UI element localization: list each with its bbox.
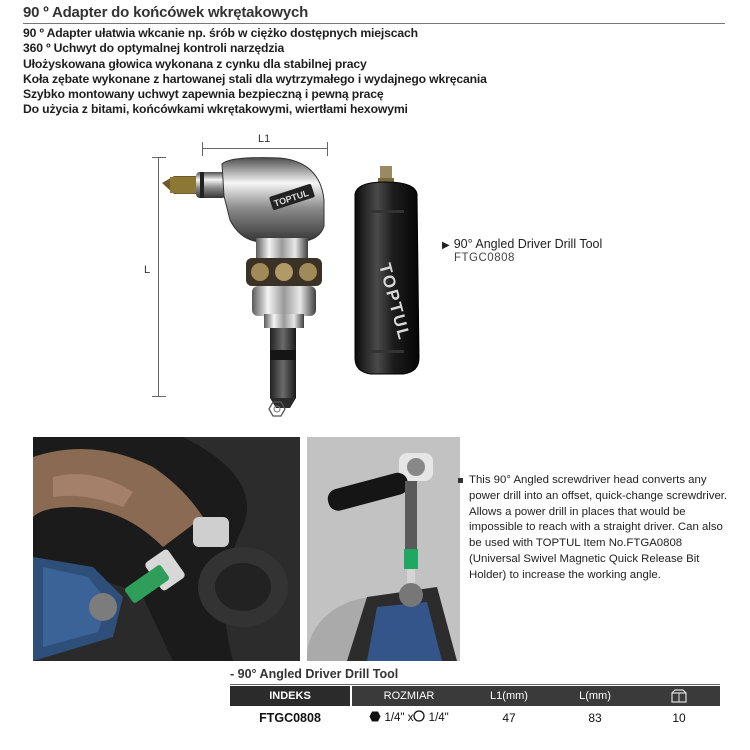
usage-photo-assembly — [307, 437, 460, 661]
round-drive-icon — [413, 710, 425, 722]
adapter-brand-mark: TOPTUL — [272, 187, 310, 209]
table-divider — [230, 684, 720, 685]
l-label: L — [144, 264, 151, 276]
description-text: This 90° Angled screwdriver head converts any power drill into an offset, quick-change screwdriver. Allows a power drill in places that would be impossible to reach with a straight driver. Can also be used with TOPTUL Item No.FTGA0808 (Universal Swivel Magnetic Quick Release Bit Holder) to increase the working angle. — [469, 474, 728, 581]
size-in: 1/4" — [384, 712, 405, 724]
page-title: 90 º Adapter do końcówek wkrętakowych — [23, 4, 309, 21]
header-l1: L1(mm) — [466, 686, 552, 706]
title-divider — [23, 23, 725, 24]
grip-handle-image — [345, 160, 435, 390]
usage-photo-engine — [33, 437, 300, 661]
header-quantity — [638, 686, 720, 706]
product-name — [442, 237, 602, 251]
feature-item: Do użycia z bitami, końcówkami wkrętakowymi, wiertłami hexowymi — [23, 102, 408, 117]
feature-item: Szybko montowany uchwyt zapewnia bezpieczną i pewną pracę — [23, 87, 384, 102]
table-title: - 90° Angled Driver Drill Tool — [230, 667, 399, 681]
hex-shank-icon — [268, 401, 286, 417]
cell-indeks: FTGC0808 — [259, 711, 321, 725]
cell-l1: 47 — [502, 711, 516, 725]
product-code: FTGC0808 — [454, 252, 515, 264]
table-row — [230, 708, 720, 728]
feature-item: Koła zębate wykonane z hartowanej stali dla wytrzymałego i wydajnego wkręcania — [23, 71, 487, 86]
l-dimension-line — [158, 157, 159, 397]
handle-brand-mark: TOPTUL — [375, 261, 415, 344]
feature-item: 90 º Adapter ułatwia wkcanie np. śrób w ciężko dostępnych miejscach — [23, 26, 418, 40]
header-rozmiar: ROZMIAR — [352, 686, 466, 706]
feature-list — [23, 26, 487, 118]
cell-quantity: 10 — [672, 711, 686, 725]
square-bullet-icon — [458, 478, 463, 483]
header-l: L(mm) — [552, 686, 638, 706]
size-out: 1/4" — [428, 712, 449, 724]
l1-dimension-line — [202, 148, 328, 149]
cell-l: 83 — [588, 711, 602, 725]
hex-socket-icon — [369, 711, 381, 722]
l1-label: L1 — [258, 133, 271, 145]
cell-rozmiar — [352, 708, 466, 728]
size-x: x — [407, 712, 414, 724]
package-box-icon — [671, 689, 687, 703]
angle-adapter-image — [160, 150, 340, 420]
product-description — [469, 473, 729, 584]
triangle-right-icon: ▶ — [442, 240, 450, 251]
feature-item: 360 º Uchwyt do optymalnej kontroli narzędzia — [23, 41, 285, 56]
feature-item: Ułożyskowana głowica wykonana z cynku dla stabilnej pracy — [23, 56, 367, 71]
product-name-text: 90° Angled Driver Drill Tool — [453, 237, 603, 251]
header-indeks: INDEKS — [230, 686, 350, 706]
table-header — [230, 686, 720, 706]
